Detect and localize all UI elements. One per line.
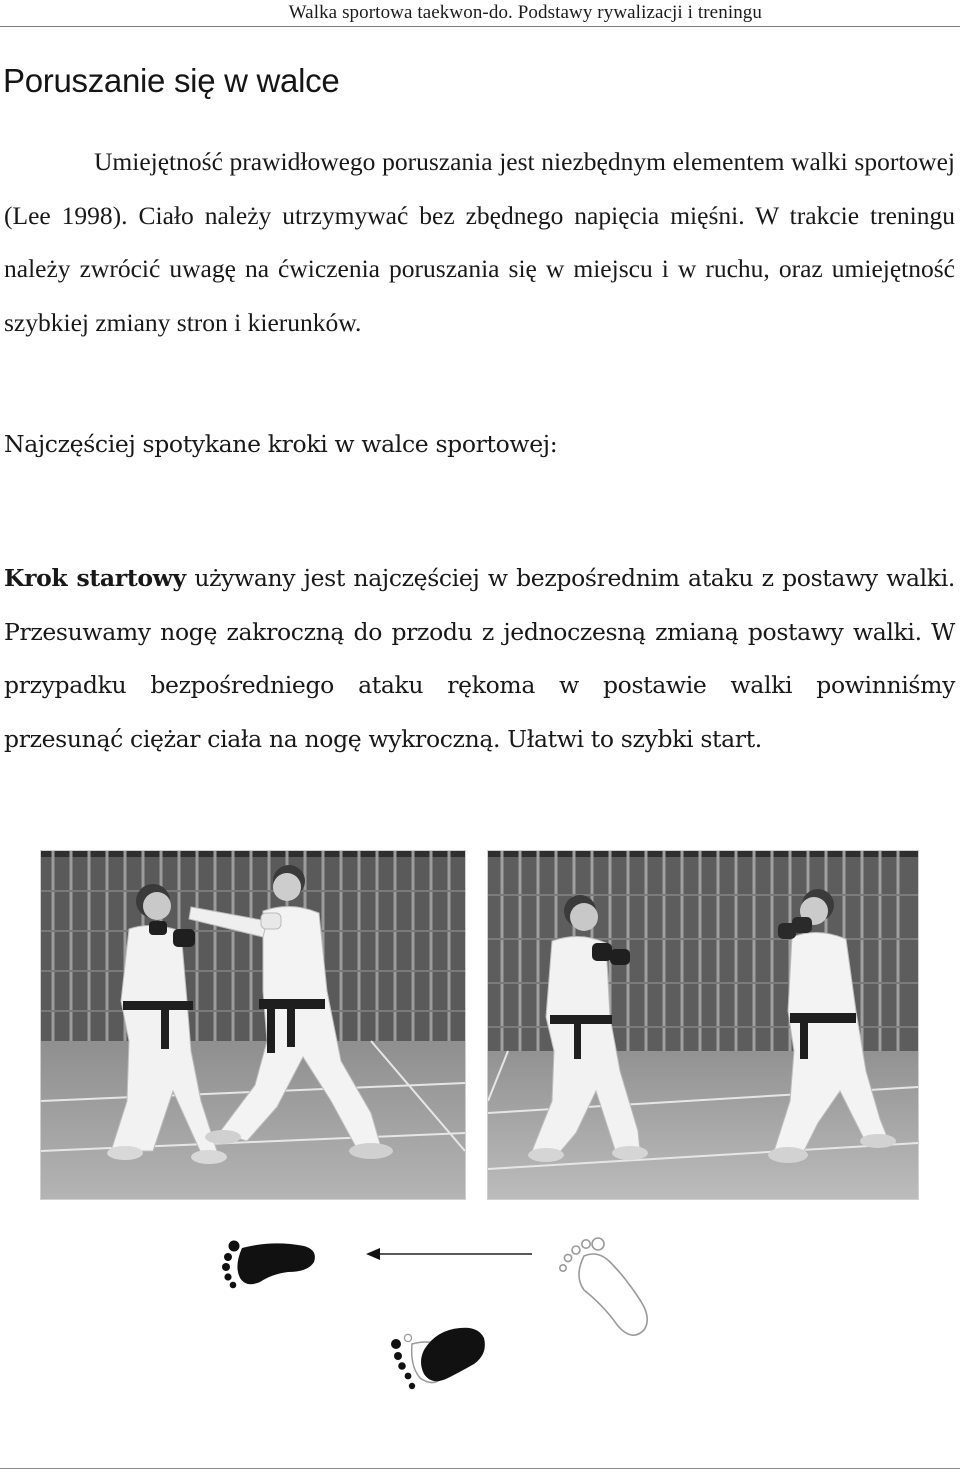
paragraph-steps-intro: Najczęściej spotykane kroki w walce sportowej: [4, 430, 558, 458]
photo-punch-attack-illustration [41, 851, 465, 1199]
footprint-outline-icon [560, 1238, 647, 1335]
arrow-left-icon [366, 1248, 532, 1260]
header-rule [0, 26, 960, 27]
photo-punch-attack [40, 850, 466, 1200]
footprint-filled-left-icon [222, 1241, 315, 1289]
footprint-filled-bottom-icon [391, 1328, 485, 1389]
starting-step-description: używany jest najczęściej w bezpośrednim ataku z postawy walki. Przesuwamy nogę zakroczną do przodu z jednoczesną zmianą postawy walki. W przypadku bezpośredniego ataku rękoma w postawie walki powinniśmy przesunąć ciężar ciała na nogę wykroczną. Ułatwi to szybki start. [4, 564, 955, 753]
paragraph-intro: Umiejętność prawidłowego poruszania jest niezbędnym elementem walki sportowej (Lee 1998). Ciało należy utrzymywać bez zbędnego napięcia mięśni. W trakcie treningu należy zwrócić uwagę na ćwiczenia poruszania się w miejscu i w ruchu, oraz umiejętność szybkiej zmiany stron i kierunków. [4, 147, 955, 337]
section-title: Poruszanie się w walce [3, 62, 340, 99]
footer-rule [0, 1468, 960, 1469]
photo-fighting-stance [487, 850, 919, 1200]
term-starting-step: Krok startowy [4, 564, 186, 592]
paragraph-starting-step [4, 552, 955, 766]
footwork-diagram-svg [212, 1226, 672, 1406]
photo-fighting-stance-illustration [488, 851, 918, 1199]
footwork-diagram [212, 1226, 672, 1406]
running-header: Walka sportowa taekwon-do. Podstawy rywalizacji i treningu [288, 2, 762, 23]
